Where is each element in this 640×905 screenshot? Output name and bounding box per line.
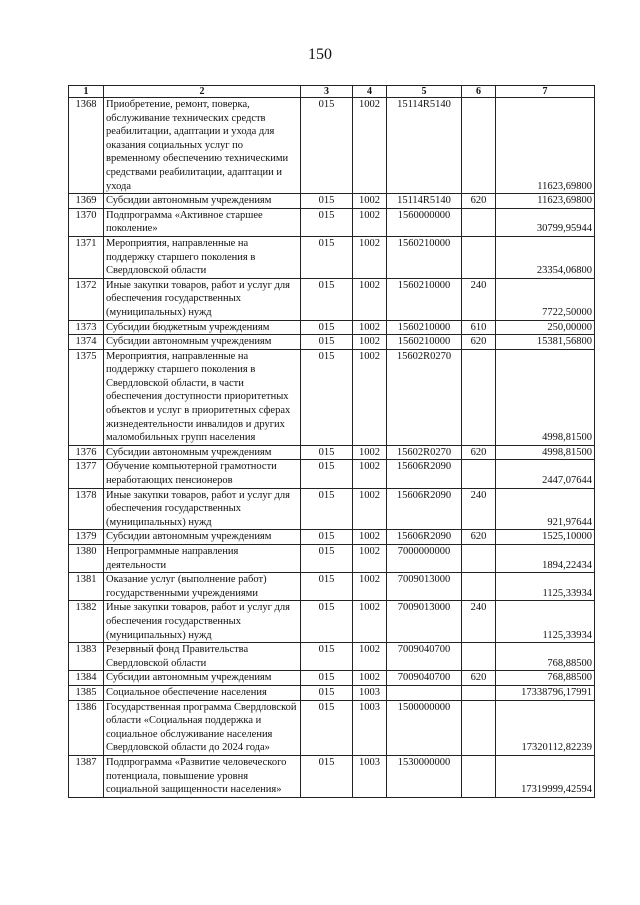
row-amount: 4998,81500: [496, 349, 595, 445]
row-name: Мероприятия, направленные на поддержку старшего поколения в Свердловской области: [104, 236, 301, 278]
row-name: Субсидии автономным учреждениям: [104, 530, 301, 545]
row-code-type: 620: [462, 530, 496, 545]
row-code-target: [387, 685, 462, 700]
row-amount: 11623,69800: [496, 194, 595, 209]
row-code-target: 15114R5140: [387, 194, 462, 209]
row-amount: 11623,69800: [496, 98, 595, 194]
row-code-target: 1560210000: [387, 236, 462, 278]
table-row: [69, 700, 595, 755]
row-amount: 17320112,82239: [496, 700, 595, 755]
row-code-section: 1002: [353, 278, 387, 320]
row-code-section: 1002: [353, 194, 387, 209]
row-code-target: 1530000000: [387, 755, 462, 797]
row-code-section: 1002: [353, 488, 387, 530]
row-name: Оказание услуг (выполнение работ) государственными учреждениями: [104, 573, 301, 601]
row-number: 1368: [69, 98, 104, 194]
row-number: 1387: [69, 755, 104, 797]
table-row: [69, 643, 595, 671]
table-row: [69, 349, 595, 445]
row-code-type: 620: [462, 671, 496, 686]
row-number: 1379: [69, 530, 104, 545]
row-name: Резервный фонд Правительства Свердловской области: [104, 643, 301, 671]
row-number: 1374: [69, 335, 104, 350]
table-row: [69, 545, 595, 573]
row-amount: 1894,22434: [496, 545, 595, 573]
row-number: 1372: [69, 278, 104, 320]
row-name: Иные закупки товаров, работ и услуг для обеспечения государственных (муниципальных) нужд: [104, 601, 301, 643]
column-header: 2: [104, 86, 301, 98]
row-amount: 17319999,42594: [496, 755, 595, 797]
row-code-target: 1560210000: [387, 278, 462, 320]
table-row: [69, 488, 595, 530]
row-code-admin: 015: [301, 236, 353, 278]
row-number: 1377: [69, 460, 104, 488]
row-number: 1386: [69, 700, 104, 755]
column-header: 6: [462, 86, 496, 98]
row-code-admin: 015: [301, 755, 353, 797]
row-code-type: [462, 208, 496, 236]
row-code-target: 15114R5140: [387, 98, 462, 194]
table-row: [69, 530, 595, 545]
table-row: [69, 98, 595, 194]
table-row: [69, 445, 595, 460]
budget-table: [68, 85, 595, 798]
row-name: Субсидии автономным учреждениям: [104, 194, 301, 209]
row-code-type: [462, 236, 496, 278]
row-code-admin: 015: [301, 601, 353, 643]
table-row: [69, 601, 595, 643]
row-name: Субсидии автономным учреждениям: [104, 671, 301, 686]
row-code-type: [462, 685, 496, 700]
table-row: [69, 278, 595, 320]
row-name: Обучение компьютерной грамотности неработающих пенсионеров: [104, 460, 301, 488]
row-code-admin: 015: [301, 98, 353, 194]
row-name: Непрограммные направления деятельности: [104, 545, 301, 573]
table-row: [69, 685, 595, 700]
row-code-admin: 015: [301, 700, 353, 755]
row-code-admin: 015: [301, 335, 353, 350]
table-row: [69, 236, 595, 278]
row-name: Социальное обеспечение населения: [104, 685, 301, 700]
row-code-type: 620: [462, 194, 496, 209]
page-number: 150: [308, 46, 332, 63]
table-row: [69, 460, 595, 488]
row-name: Подпрограмма «Развитие человеческого потенциала, повышение уровня социальной защищенности населения»: [104, 755, 301, 797]
table-row: [69, 573, 595, 601]
row-number: 1383: [69, 643, 104, 671]
column-header: 3: [301, 86, 353, 98]
row-amount: 1525,10000: [496, 530, 595, 545]
row-number: 1371: [69, 236, 104, 278]
row-code-type: 240: [462, 488, 496, 530]
row-number: 1375: [69, 349, 104, 445]
row-amount: 1125,33934: [496, 573, 595, 601]
row-amount: 23354,06800: [496, 236, 595, 278]
row-code-admin: 015: [301, 208, 353, 236]
row-name: Субсидии бюджетным учреждениям: [104, 320, 301, 335]
header-row: [69, 86, 595, 98]
row-code-target: 1560210000: [387, 320, 462, 335]
row-code-section: 1002: [353, 98, 387, 194]
row-code-section: 1002: [353, 349, 387, 445]
row-code-type: 240: [462, 601, 496, 643]
row-code-section: 1002: [353, 460, 387, 488]
row-code-type: 610: [462, 320, 496, 335]
row-number: 1380: [69, 545, 104, 573]
row-code-target: 1560210000: [387, 335, 462, 350]
row-code-type: [462, 98, 496, 194]
row-code-section: 1003: [353, 685, 387, 700]
row-name: Подпрограмма «Активное старшее поколение»: [104, 208, 301, 236]
row-amount: 1125,33934: [496, 601, 595, 643]
row-code-section: 1003: [353, 700, 387, 755]
row-code-admin: 015: [301, 643, 353, 671]
row-code-admin: 015: [301, 349, 353, 445]
column-header: 1: [69, 86, 104, 98]
row-code-section: 1002: [353, 445, 387, 460]
row-code-target: 7009040700: [387, 643, 462, 671]
row-name: Государственная программа Свердловской области «Социальная поддержка и социальное обслуживание населения Свердловской области до 2024 года»: [104, 700, 301, 755]
table-row: [69, 671, 595, 686]
row-code-type: [462, 700, 496, 755]
table-row: [69, 320, 595, 335]
row-code-admin: 015: [301, 573, 353, 601]
row-amount: 2447,07644: [496, 460, 595, 488]
row-name: Приобретение, ремонт, поверка, обслуживание технических средств реабилитации, адаптации и ухода для оказания социальных услуг по временному обеспечению техническими средствами реабилитации, адаптации и ухода: [104, 98, 301, 194]
row-code-target: 1560000000: [387, 208, 462, 236]
row-amount: 7722,50000: [496, 278, 595, 320]
column-header: 4: [353, 86, 387, 98]
row-code-type: 620: [462, 335, 496, 350]
row-code-target: 15602R0270: [387, 349, 462, 445]
row-number: 1370: [69, 208, 104, 236]
row-amount: 30799,95944: [496, 208, 595, 236]
row-number: 1385: [69, 685, 104, 700]
row-name: Иные закупки товаров, работ и услуг для обеспечения государственных (муниципальных) нужд: [104, 278, 301, 320]
row-code-section: 1002: [353, 208, 387, 236]
row-code-type: [462, 545, 496, 573]
row-code-section: 1002: [353, 545, 387, 573]
table-row: [69, 208, 595, 236]
row-code-admin: 015: [301, 530, 353, 545]
row-amount: 250,00000: [496, 320, 595, 335]
row-code-section: 1002: [353, 601, 387, 643]
row-code-type: [462, 643, 496, 671]
table-row: [69, 755, 595, 797]
row-code-type: 240: [462, 278, 496, 320]
row-code-section: 1002: [353, 320, 387, 335]
row-code-section: 1003: [353, 755, 387, 797]
row-number: 1381: [69, 573, 104, 601]
row-code-target: 15602R0270: [387, 445, 462, 460]
row-code-admin: 015: [301, 278, 353, 320]
column-header: 5: [387, 86, 462, 98]
table-row: [69, 335, 595, 350]
row-code-section: 1002: [353, 335, 387, 350]
row-number: 1378: [69, 488, 104, 530]
row-code-target: 1500000000: [387, 700, 462, 755]
row-code-target: 15606R2090: [387, 460, 462, 488]
row-code-type: [462, 755, 496, 797]
row-code-admin: 015: [301, 488, 353, 530]
row-name: Иные закупки товаров, работ и услуг для обеспечения государственных (муниципальных) нужд: [104, 488, 301, 530]
row-amount: 768,88500: [496, 671, 595, 686]
row-amount: 15381,56800: [496, 335, 595, 350]
row-amount: 4998,81500: [496, 445, 595, 460]
row-code-type: [462, 349, 496, 445]
row-code-type: 620: [462, 445, 496, 460]
row-number: 1382: [69, 601, 104, 643]
row-number: 1369: [69, 194, 104, 209]
row-code-target: 15606R2090: [387, 488, 462, 530]
row-code-admin: 015: [301, 194, 353, 209]
row-code-section: 1002: [353, 236, 387, 278]
row-code-type: [462, 460, 496, 488]
row-code-target: 7009013000: [387, 573, 462, 601]
row-code-admin: 015: [301, 460, 353, 488]
row-code-admin: 015: [301, 445, 353, 460]
row-code-type: [462, 573, 496, 601]
column-header: 7: [496, 86, 595, 98]
row-number: 1384: [69, 671, 104, 686]
row-code-target: 15606R2090: [387, 530, 462, 545]
row-code-admin: 015: [301, 320, 353, 335]
row-code-target: 7009040700: [387, 671, 462, 686]
row-code-section: 1002: [353, 643, 387, 671]
row-amount: 921,97644: [496, 488, 595, 530]
row-code-admin: 015: [301, 545, 353, 573]
row-code-section: 1002: [353, 530, 387, 545]
row-code-admin: 015: [301, 671, 353, 686]
row-number: 1373: [69, 320, 104, 335]
row-name: Субсидии автономным учреждениям: [104, 335, 301, 350]
row-name: Мероприятия, направленные на поддержку старшего поколения в Свердловской области, в части обеспечения доступности приоритетных объектов и услуг в приоритетных сферах жизнедеятельности инвалидов и других маломобильных групп населения: [104, 349, 301, 445]
row-code-admin: 015: [301, 685, 353, 700]
row-name: Субсидии автономным учреждениям: [104, 445, 301, 460]
row-code-target: 7000000000: [387, 545, 462, 573]
row-amount: 768,88500: [496, 643, 595, 671]
row-code-section: 1002: [353, 671, 387, 686]
row-code-target: 7009013000: [387, 601, 462, 643]
row-number: 1376: [69, 445, 104, 460]
table-row: [69, 194, 595, 209]
row-amount: 17338796,17991: [496, 685, 595, 700]
row-code-section: 1002: [353, 573, 387, 601]
